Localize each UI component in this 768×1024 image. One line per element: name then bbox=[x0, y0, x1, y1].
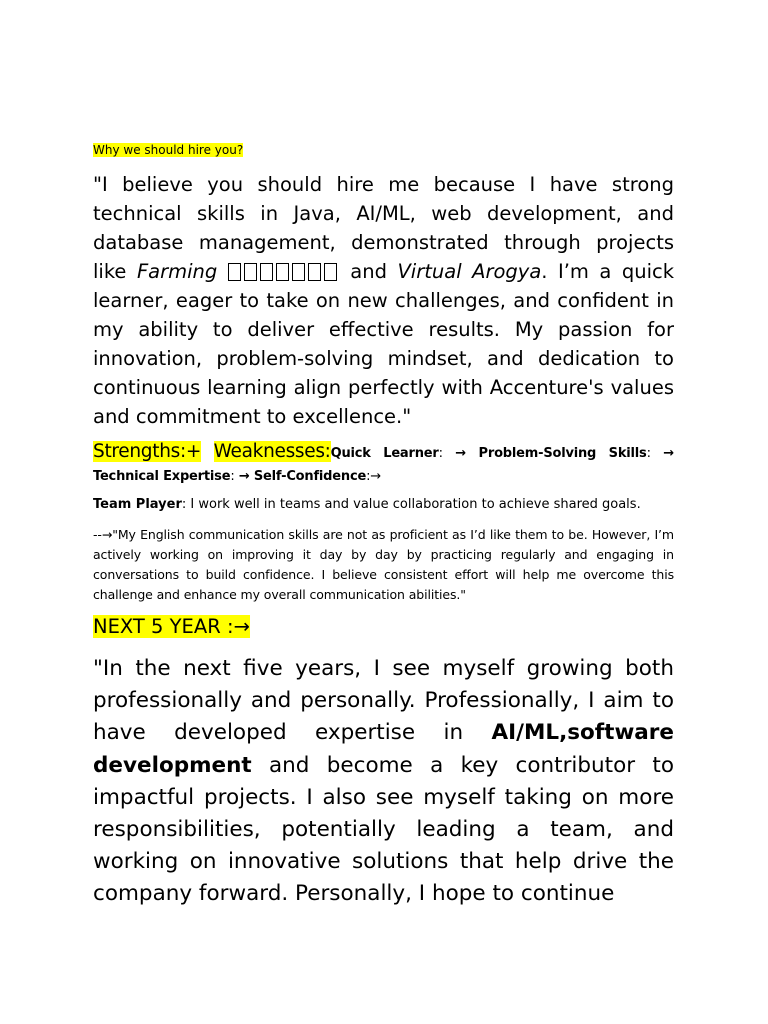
next-heading-text: NEXT 5 YEAR :→ bbox=[93, 615, 250, 638]
arrow: → bbox=[234, 469, 254, 484]
answer1-text-a: "I believe you should hire me because I have strong technical skills in Java, AI/ML, web development, and database management, demonstrated through projects like bbox=[93, 173, 674, 283]
team-player-line bbox=[93, 496, 674, 514]
strength-quick-learner: Quick Learner bbox=[330, 446, 439, 461]
strength-self-confidence: Self-Confidence bbox=[253, 469, 367, 484]
strength-self-conf-wrap bbox=[254, 469, 381, 484]
answer2-bold-skills: AI/ML,software development bbox=[93, 720, 674, 778]
arrow: → bbox=[650, 446, 674, 461]
strength-technical: Technical Expertise bbox=[93, 469, 231, 484]
answer-paragraph-2 bbox=[93, 653, 674, 911]
project-name-arogya: Virtual Arogya bbox=[397, 260, 542, 283]
answer1-text-b: . I’m a quick learner, eager to take on new challenges, and confident in my ability to deliver effective results. My passion for innovation, problem-solving mindset, and dedication to continuous learning align perfectly with Accenture's values and commitment to excellence." bbox=[93, 260, 675, 428]
team-player-label: Team Player bbox=[93, 497, 182, 512]
arrow: → bbox=[442, 446, 479, 461]
colon-arrow: :→ bbox=[366, 469, 381, 484]
team-player-text: : I work well in teams and value collaboration to achieve shared goals. bbox=[181, 497, 641, 512]
strengths-label: Strengths:+ bbox=[93, 441, 202, 462]
missing-glyphs bbox=[228, 260, 340, 283]
colon: : bbox=[438, 446, 443, 461]
colon: : bbox=[646, 446, 651, 461]
colon: : bbox=[230, 469, 235, 484]
strength-problem-solving: Problem-Solving Skills bbox=[478, 446, 647, 461]
answer2-text-b: and become a key contributor to impactful projects. I also see myself taking on more responsibilities, potentially leading a team, and working on innovative solutions that help drive the company forward. Personally, I hope to continue bbox=[93, 752, 674, 907]
weaknesses-label: Weaknesses: bbox=[213, 441, 331, 462]
answer2-text-a: "In the next five years, I see myself growing both professionally and personally. Professionally, I aim to have developed expertise in bbox=[93, 656, 674, 746]
strengths-weaknesses-line bbox=[93, 440, 674, 488]
question-heading bbox=[93, 142, 674, 158]
project-name-farming: Farming bbox=[136, 260, 218, 283]
next-five-year-heading bbox=[93, 613, 677, 641]
question-label: Why we should hire you? bbox=[93, 143, 244, 157]
answer1-connector: and bbox=[339, 260, 398, 283]
answer-paragraph-1 bbox=[93, 170, 674, 431]
weakness-paragraph: --→"My English communication skills are not as proficient as I’d like them to be. However, I’m actively working on improving it day by day by practicing regularly and engaging in conversations to build confidence. I believe consistent effort will help me overcome this challenge and enhance my overall communication abilities." bbox=[93, 527, 674, 602]
